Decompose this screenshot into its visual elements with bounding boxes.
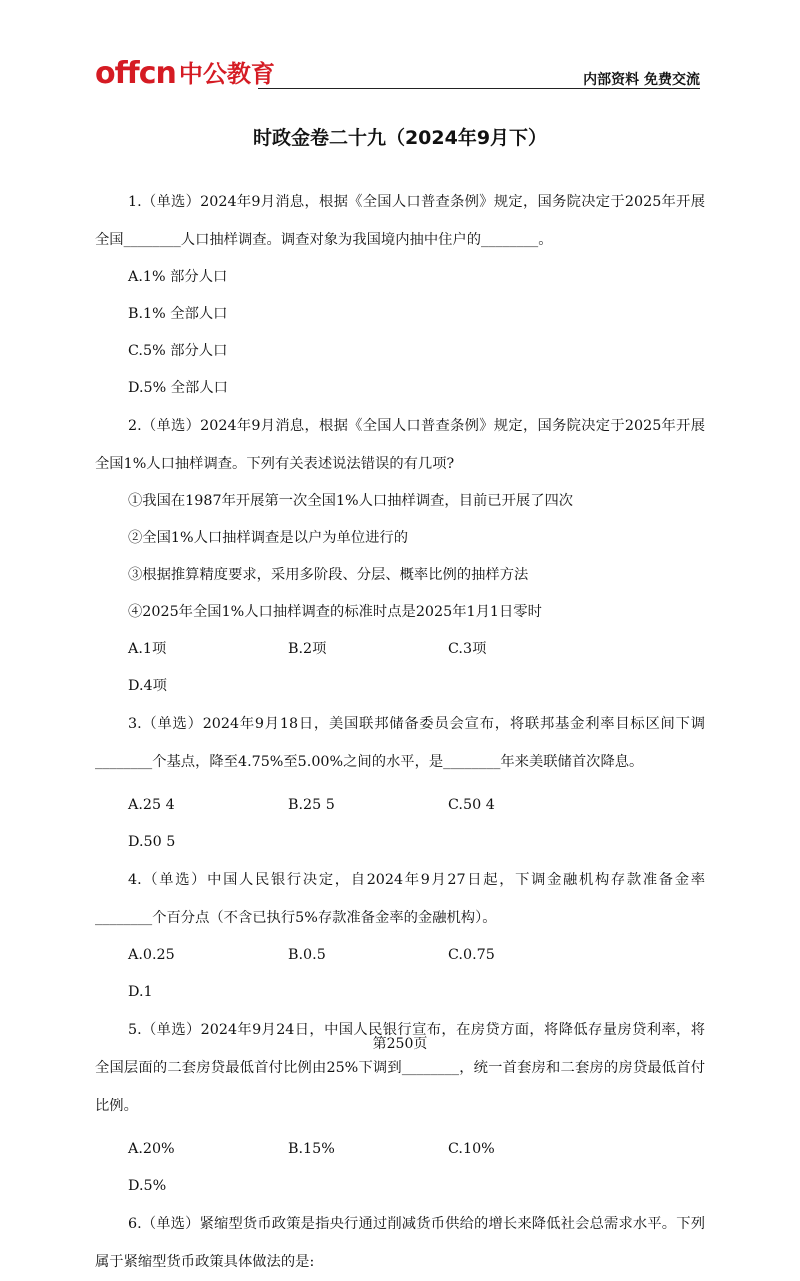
option-c: C.3项 xyxy=(448,641,487,657)
logo-text-cn: 中公教育 xyxy=(178,60,275,88)
option-b: B.0.5 xyxy=(288,947,326,963)
header-tag: 内部资料 免费交流 xyxy=(583,72,700,88)
statement-4: ④2025年全国1%人口抽样调查的标准时点是2025年1月1日零时 xyxy=(128,604,542,620)
question-1: 1.（单选）2024年9月消息，根据《全国人口普查条例》规定，国务院决定于2025年开展全国________人口抽样调查。调查对象为我国境内抽中住户的________。 xyxy=(95,194,705,248)
question-5-options xyxy=(95,1131,705,1205)
option-d: D.4项 xyxy=(128,678,167,694)
option-b: B.25 5 xyxy=(288,797,335,813)
option-a: A.0.25 xyxy=(128,947,175,963)
option-b: B.2项 xyxy=(288,641,327,657)
statement-2: ②全国1%人口抽样调查是以户为单位进行的 xyxy=(128,530,409,546)
option-b: B.1% 全部人口 xyxy=(128,306,228,322)
question-1-options xyxy=(95,259,705,407)
question-2-options xyxy=(95,631,705,705)
question-list xyxy=(95,183,705,1281)
option-a: A.20% xyxy=(128,1141,175,1157)
page-header xyxy=(95,55,700,91)
question-4: 4.（单选）中国人民银行决定，自2024年9月27日起，下调金融机构存款准备金率________个百分点（不含已执行5%存款准备金率的金融机构）。 xyxy=(95,872,705,926)
option-d: D.5% xyxy=(128,1178,167,1194)
document-title: 时政金卷二十九（2024年9月下） xyxy=(252,127,548,149)
question-2: 2.（单选）2024年9月消息，根据《全国人口普查条例》规定，国务院决定于2025年开展全国1%人口抽样调查。下列有关表述说法错误的有几项? xyxy=(95,418,705,472)
question-6: 6.（单选）紧缩型货币政策是指央行通过削减货币供给的增长来降低社会总需求水平。下列属于紧缩型货币政策具体做法的是: xyxy=(95,1216,705,1270)
option-b: B.15% xyxy=(288,1141,335,1157)
question-5: 5.（单选）2024年9月24日，中国人民银行宣布，在房贷方面，将降低存量房贷利率，将全国层面的二套房贷最低首付比例由25%下调到________，统一首套房和二套房的房贷最低首付比例。 xyxy=(95,1022,705,1114)
option-d: D.50 5 xyxy=(128,834,176,850)
statement-3: ③根据推算精度要求，采用多阶段、分层、概率比例的抽样方法 xyxy=(128,567,529,583)
option-c: C.0.75 xyxy=(448,947,495,963)
logo-text-en: offcn xyxy=(95,56,176,91)
option-c: C.10% xyxy=(448,1141,495,1157)
option-c: C.5% 部分人口 xyxy=(128,343,228,359)
option-d: D.1 xyxy=(128,984,153,1000)
option-a: A.25 4 xyxy=(128,797,175,813)
question-4-options xyxy=(95,937,705,1011)
option-a: A.1% 部分人口 xyxy=(128,269,228,285)
page-number: 第250页 xyxy=(372,1036,428,1052)
question-3-options xyxy=(95,787,705,861)
offcn-logo xyxy=(95,55,275,89)
option-a: A.1项 xyxy=(128,641,167,657)
question-3: 3.（单选）2024年9月18日，美国联邦储备委员会宣布，将联邦基金利率目标区间下调________个基点，降至4.75%至5.00%之间的水平，是________年来美联储首次降息。 xyxy=(95,716,705,770)
option-d: D.5% 全部人口 xyxy=(128,380,228,396)
option-c: C.50 4 xyxy=(448,797,495,813)
statement-1: ①我国在1987年开展第一次全国1%人口抽样调查，目前已开展了四次 xyxy=(128,493,574,509)
